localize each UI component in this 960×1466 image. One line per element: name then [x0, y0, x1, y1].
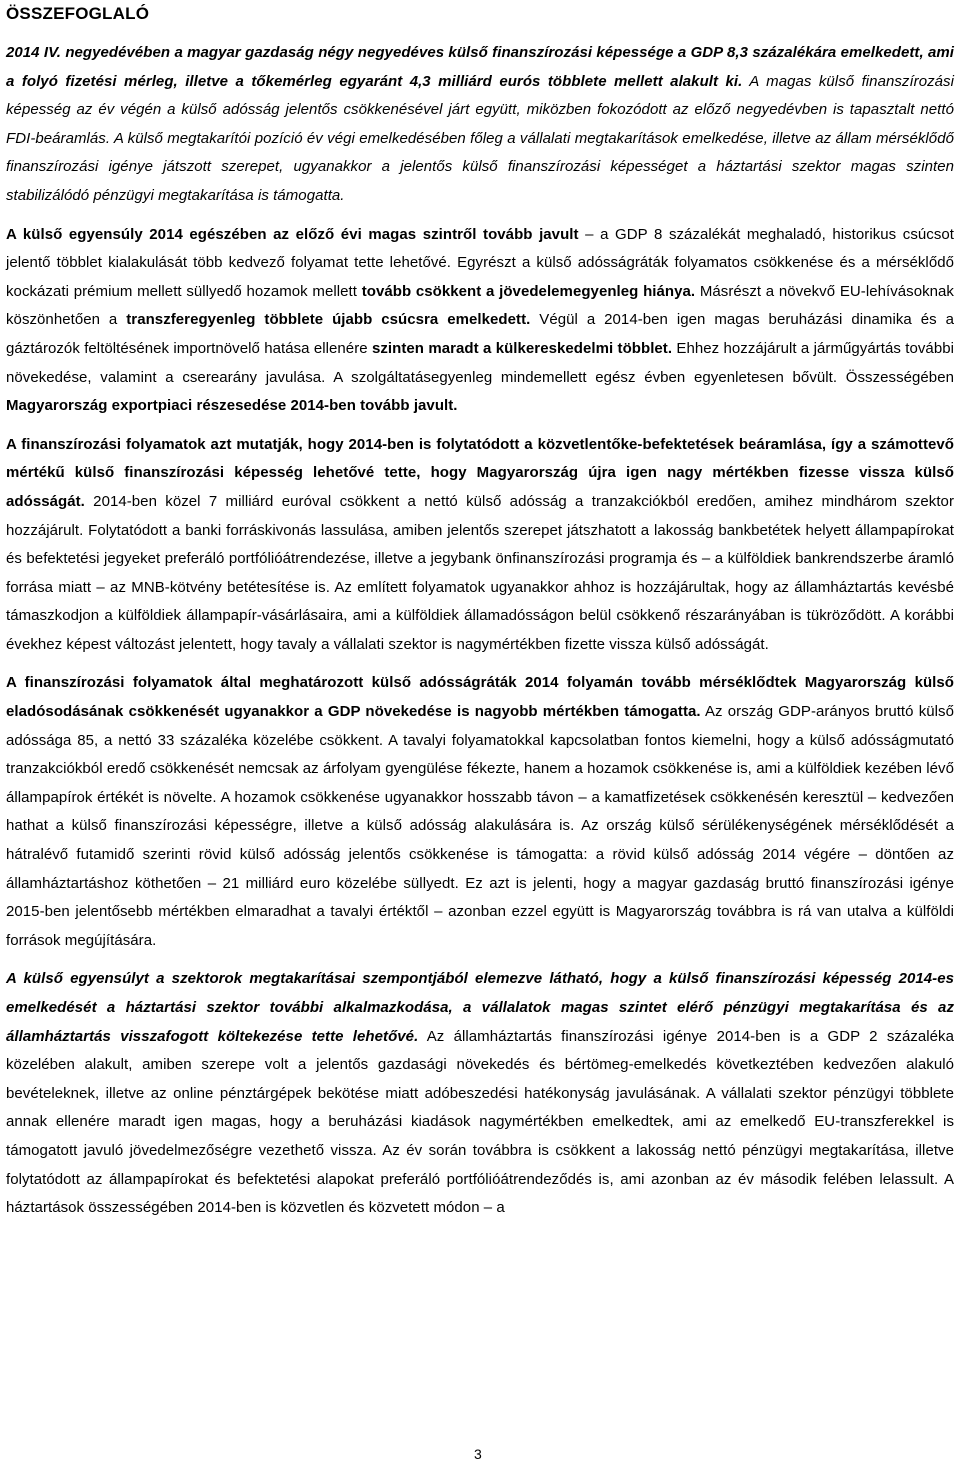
paragraph-5 [6, 965, 954, 1222]
text-run: Ehhez hozzájárult a járműgyártás további növekedése, valamint a cserearány javulása. A szolgáltatásegyenleg mindemellett egész évben egyenletesen bővült. Összességében [6, 339, 954, 386]
text-run: tovább csökkent a jövedelemegyenleg hiánya. [361, 282, 696, 300]
text-run: Az ország GDP-arányos bruttó külső adóssága 85, a nettó 33 százaléka közelébe csökkent. A tavalyi folyamatokkal kapcsolatban fontos kiemelni, hogy a külső adósságmutató tranzakciókból eredő csökkenését nemcsak az árfolyam gyengülése fékezte, hanem a hozamok csökkenése is, ami a külföldiek kezében lévő állampapírok értékét is növelte. A hozamok csökkenése ugyanakkor hosszabb távon – a kamatfizetések csökkenésén keresztül – kedvezően hathat a külső finanszírozási képességre, illetve a külső adósság alakulására is. Az ország külső sérülékenységének mérséklődését a hátralévő futamidő szerinti rövid külső adósság jelentős csökkenése is támogatta: a rövid külső adósság 2014 végére – döntően az államháztartáshoz köthetően – 21 milliárd euro közelébe süllyedt. Ez azt is jelenti, hogy a magyar gazdaság bruttó finanszírozási igénye 2015-ben jelentősebb mértékben elmaradhat a tavalyi értéktől – azonban ezzel együtt is Magyarország továbbra is rá van utalva a külföldi források megújítására. [6, 703, 954, 949]
text-run: Az államháztartás finanszírozási igénye 2014-ben is a GDP 2 százaléka közelében alakult, amiben szerepe volt a jelentős gazdasági növekedés és bértömeg-emelkedés következtében kedvezően alakuló bevételeknek, illetve az online pénztárgépek bekötése miatt adóbeszedési hatékonyság javulásának. A vállalati szektor pénzügyi többlete annak ellenére maradt igen magas, hogy a beruházási kiadások nagymértékben emelkedtek, ami az emelkedő EU-transzferekkel is támogatott javuló jövedelmezőségre vezethető vissza. Az év során továbbra is csökkent a lakosság nettó pénzügyi megtakarítása, illetve folytatódott az állampapírokat és befektetési alapokat preferáló portfólióátrendeződés is, ami azonban az év második felében lelassult. A háztartások összességében 2014-ben is közvetlen és közvetett módon – a [6, 1027, 955, 1217]
text-run: A finanszírozási folyamatok azt mutatják, hogy 2014-ben is folytatódott a közvetlentőke-befektetések beáramlása, így a számottevő mértékű külső finanszírozási képesség lehetővé tette, hogy Magyarország újra igen nagy mértékben fizesse vissza külső adósságát. [6, 435, 954, 510]
paragraph-3 [6, 431, 954, 660]
text-run: Magyarország exportpiaci részesedése 2014-ben tovább javult. [6, 397, 458, 415]
text-run: A finanszírozási folyamatok által meghatározott külső adósságráták 2014 folyamán tovább mérséklődtek Magyarország külső eladósodásának csökkenését ugyanakkor a GDP növekedése is nagyobb mértékben támogatta. [6, 674, 954, 721]
paragraph-2 [6, 221, 954, 421]
paragraph-4 [6, 669, 954, 955]
text-run: Másrészt a növekvő EU-lehívásoknak köszönhetően a [6, 282, 954, 329]
paragraph-1 [6, 39, 954, 211]
text-run: 2014 IV. negyedévében a magyar gazdaság négy negyedéves külső finanszírozási képessége a GDP 8,3 százalékára emelkedett, ami a folyó fizetési mérleg, illetve a tőkemérleg egyaránt 4,3 milliárd eurós többlete mellett alakult ki. [6, 44, 954, 90]
page-number: 3 [474, 1446, 482, 1462]
text-run: transzferegyenleg többlete újabb csúcsra emelkedett. [126, 311, 531, 329]
text-run: A külső egyensúlyt a szektorok megtakarításai szempontjából elemezve látható, hogy a külső finanszírozási képesség 2014-es emelkedését a háztartási szektor további alkalmazkodása, a vállalatok magas szintet elérő pénzügyi megtakarítása és az államháztartás visszafogott költekezése tette lehetővé. [6, 970, 954, 1045]
text-run: – a GDP 8 százalékát meghaladó, historikus csúcsot jelentő többlet kialakulását több kedvező folyamat tette lehetővé. Egyrészt a külső adósságráták folyamatos csökkenése és a mérséklődő kockázati prémium mellett süllyedő hozamok mellett [6, 225, 954, 300]
page-title: ÖSSZEFOGLALÓ [6, 4, 150, 23]
text-run: szinten maradt a külkereskedelmi többlet. [371, 339, 673, 357]
text-run: 2014-ben közel 7 milliárd euróval csökkent a nettó külső adósság a tranzakciókból eredően, amihez mindhárom szektor hozzájárult. Folytatódott a banki forráskivonás lassulása, amiben jelentős szerepet játszhatott a lakosság bankbetétek helyett állampapírokat és befektetési jegyeket preferáló portfólióátrendezése, illetve a jegybank önfinanszírozási programja és – a külföldiek bankrendszerbe áramló forrása miatt – az MNB-kötvény betétesítése is. Az említett folyamatok ugyanakkor ahhoz is hozzájárultak, hogy az államháztartás kevésbé támaszkodjon a külföldiek állampapír-vásárlásaira, ami a külföldiek államadósságon belül csökkenő részarányában is tükröződött. A korábbi évekhez képest változást jelentett, hogy tavaly a vállalati szektor is nagymértékben fizette vissza külső adósságát. [6, 492, 954, 653]
text-run: A magas külső finanszírozási képesség az év végén a külső adósság jelentős csökkenésével járt együtt, miközben fokozódott az előző negyedévben is tapasztalt nettó FDI-beáramlás. A külső megtakarítói pozíció év végi emelkedésében főleg a vállalati megtakarítások emelkedése, illetve az állam mérséklődő finanszírozási igénye játszott szerepet, ugyanakkor a jelentős külső finanszírozási képességet a háztartási szektor magas szinten stabilizálódó pénzügyi megtakarítása is támogatta. [6, 72, 954, 204]
text-run: Végül a 2014-ben igen magas beruházási dinamika és a gáztározók feltöltésének importnövelő hatása ellenére [6, 311, 954, 357]
document-body [6, 39, 954, 1233]
text-run: A külső egyensúly 2014 egészében az előző évi magas szintről tovább javult [6, 225, 579, 243]
